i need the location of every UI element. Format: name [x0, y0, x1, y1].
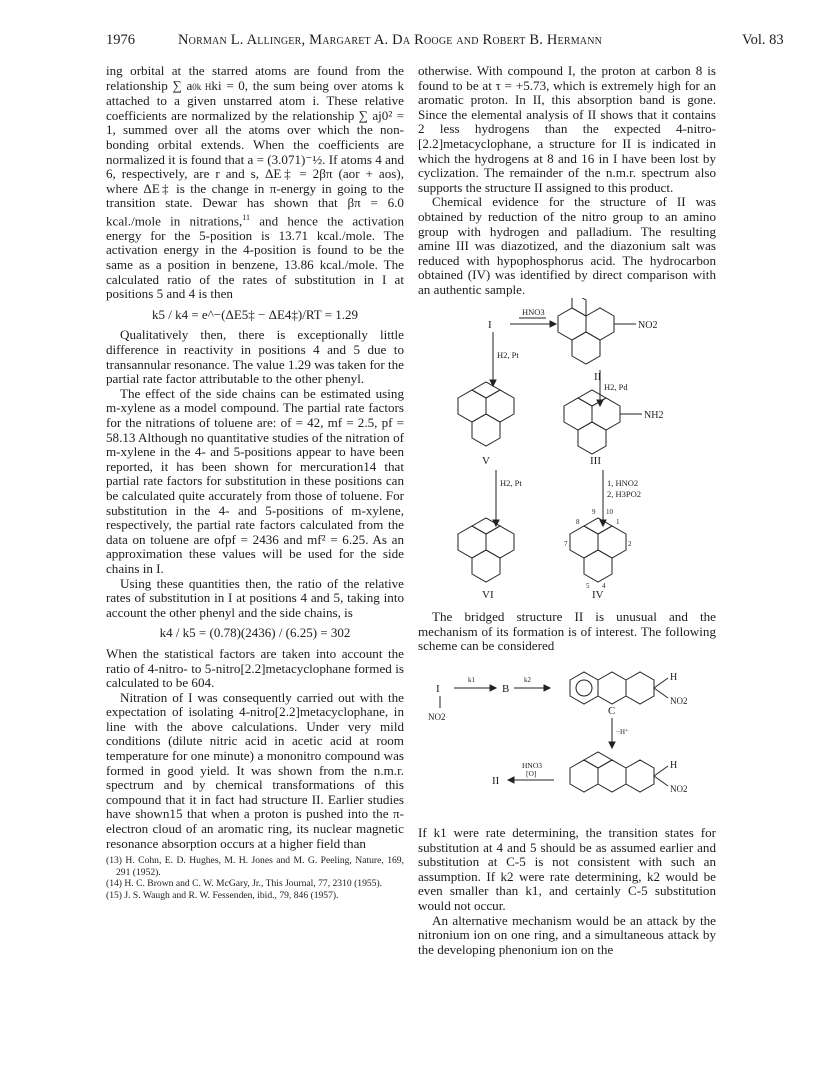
svg-text:NO2: NO2: [670, 696, 688, 706]
reagent-hno3: HNO3: [522, 307, 545, 317]
paragraph: If k1 were rate determining, the transition states for substitution at 4 and 5 should be as assumed earlier and substitution at C-5 is not consistent with such an assumption. If k2 were rate determining, k2 would be even smaller than k1, and certainly C-5 substitution would not occur.: [418, 825, 716, 913]
reagent-h2pt-2: H2, Pt: [500, 478, 522, 488]
label-III: III: [590, 455, 601, 467]
compound-II-structure: [558, 298, 636, 364]
label-II: II: [594, 371, 602, 383]
footnote-15: (15) J. S. Waugh and R. W. Fessenden, ibid., 79, 846 (1957).: [106, 889, 339, 901]
structure-scheme-1: [418, 298, 716, 598]
equation-relative-rates: k4 / k5 = (0.78)(2436) / (6.25) = 302: [159, 625, 351, 641]
svg-text:II: II: [492, 775, 500, 787]
compound-V-structure: [458, 382, 514, 446]
intermediate-C-structure: [570, 672, 668, 704]
paragraph: When the statistical factors are taken into account the ratio of 4-nitro- to 5-nitro[2.2]metacyclophane formed is calculated to be 604.: [106, 645, 404, 691]
right-column-bottom: [418, 826, 716, 957]
right-column: [418, 64, 716, 298]
svg-text:I: I: [436, 683, 440, 695]
compound-VI-structure: [458, 518, 514, 582]
reagent-h2pt: H2, Pt: [497, 350, 519, 360]
compound-IV-structure: [570, 518, 626, 582]
svg-text:9: 9: [592, 508, 596, 516]
svg-text:1: 1: [616, 518, 620, 526]
label-no2: NO2: [638, 320, 658, 331]
svg-text:7: 7: [564, 540, 568, 548]
paragraph: An alternative mechanism would be an attack by the nitronium ion on one ring, and a simultaneous attack by the developing phenonium ion on the: [418, 912, 716, 957]
right-column-mid: [418, 610, 716, 654]
product-II-structure: [570, 752, 668, 792]
paragraph: The bridged structure II is unusual and the mechanism of its formation is of interest. The following scheme can be considered: [418, 609, 716, 654]
svg-text:H: H: [670, 760, 678, 771]
equation-rate-ratio: k5 / k4 = e^−(ΔE5‡ − ΔE4‡)/RT = 1.29: [151, 306, 359, 322]
svg-text:NO2: NO2: [428, 712, 446, 722]
svg-text:10: 10: [606, 508, 613, 516]
paragraph: The effect of the side chains can be estimated using m-xylene as a model compound. The partial rate factors for the nitrations of toluene are: of = 42, mf = 2.5, pf = 58.13 Although no quantitative studies of the nitration of m-xylene in the 4- and 5-positions appear to have been reported, it has been shown for mercuration14 that partial rate factors for substitution in these positions can be calculated quite accurately from those of toluene. For substitution in the 4- and 5-positions of m-xylene, respectively, the partial rate factors calculated from the data on toluene are ofpf = 2436 and mf² = 6.25. As an approximation these values will be used for the side chains in I.: [106, 385, 404, 576]
svg-text:HNO3: HNO3: [522, 761, 542, 770]
reagent-step1: 1, HNO2: [607, 478, 639, 488]
volume: Vol. 83: [742, 32, 784, 48]
svg-text:NO2: NO2: [670, 784, 688, 794]
reagent-step2: 2, H3PO2: [607, 489, 642, 499]
svg-text:k2: k2: [524, 676, 531, 684]
paragraph: ing orbital at the starred atoms are found from the relationship ∑ a0k Hki = 0, the sum being over atoms k attached to a given unstarred atom i. These relative coefficients are normalized by the relationship ∑ aj0² = 1, summed over all the atoms over which the non-bonding orbital extends. When the coefficients are normalized it is found that a = (3.071)⁻½. If atoms 4 and 6, respectively, are r and s, ΔE‡ = 2βπ (aor + aos), where ΔE‡ is the change in π-energy in going to the transition state. Dewar has shown that βπ = 6.0 kcal./mole in nitrations,$^{11}$ and hence the activation energy for the 5-position is 13.71 kcal./mole. The activation energy in the 4-position is found to be the same as a position in benzene, 13.86 kcal./mole. The calculated ratio of the rates of substitution in I at positions 5 and 4 is then: [106, 63, 404, 302]
footnote-13: (13) H. Cohn, E. D. Hughes, M. H. Jones and M. G. Peeling, Nature, 169, 291 (1952).: [106, 855, 404, 878]
paragraph: Qualitatively then, there is exceptionally little difference in reactivity in positions 4 and 5 due to transannular resonance. The value 1.29 was taken for the partial rate factor attributable to the other phenyl.: [106, 327, 404, 387]
svg-text:−H⁺: −H⁺: [616, 728, 629, 736]
footnotes: [106, 855, 404, 901]
footnote-14: (14) H. C. Brown and C. W. McGary, Jr., This Journal, 77, 2310 (1955).: [106, 878, 383, 890]
label-VI: VI: [482, 589, 494, 598]
authors: Norman L. Allinger, Margaret A. Da Rooge and Robert B. Hermann: [178, 32, 603, 48]
paragraph: otherwise. With compound I, the proton at carbon 8 is found to be at τ = +5.73, which is extremely high for an aromatic proton. In II, this absorption band is gone. Since the elemental analysis of II shows that it contains 2 less hydrogens than the expected 4-nitro-[2.2]metacyclophane, a structure for II is indicated in which the hydrogens at 8 and 16 in I have been lost by cyclization. The remainder of the n.m.r. spectrum also supports the structure II assigned to this product.: [418, 63, 716, 195]
svg-text:8: 8: [576, 518, 580, 526]
label-V: V: [482, 455, 490, 467]
compound-III-structure: [564, 390, 642, 454]
svg-text:B: B: [502, 683, 510, 695]
left-column: [106, 64, 404, 901]
svg-text:H: H: [670, 672, 678, 683]
svg-text:[O]: [O]: [526, 769, 537, 778]
paragraph: Using these quantities then, the ratio of the relative rates of substitution in I at positions 4 and 5, taking into account the other phenyl and the side chains, is: [106, 575, 404, 620]
svg-text:2: 2: [628, 540, 632, 548]
label-I: I: [488, 319, 492, 331]
running-header: [0, 32, 820, 52]
svg-text:C: C: [608, 705, 616, 717]
paragraph: Nitration of I was consequently carried out with the expectation of isolating 4-nitro[2.2]metacyclophane, in line with the above calculations. Under very mild conditions (dilute nitric acid in acetic acid at room temperature for one minute) a mononitro compound was formed in good yield. It was shown from the n.m.r. spectrum and by chemical transformations of this compound that it in fact had structure II. Earlier studies have shown15 that when a proton is pushed into the π-electron cloud of an aromatic ring, its nuclear magnetic resonance absorption occurs at a higher field than: [106, 689, 404, 851]
label-IV: IV: [592, 589, 604, 598]
paragraph: Chemical evidence for the structure of II was obtained by reduction of the nitro group to an amino group with hydrogen and palladium. The resulting amine III was diazotized, and the diazonium salt was reduced with hypophosphorus acid. The hydrocarbon obtained (IV) was identified by direct comparison with an authentic sample.: [418, 194, 716, 297]
reagent-h2pd: H2, Pd: [604, 382, 628, 392]
label-nh2: NH2: [644, 410, 664, 421]
mechanism-scheme: [418, 668, 716, 826]
svg-text:4: 4: [602, 582, 606, 590]
page-number: 1976: [106, 32, 135, 48]
svg-text:5: 5: [586, 582, 590, 590]
svg-text:k1: k1: [468, 676, 475, 684]
